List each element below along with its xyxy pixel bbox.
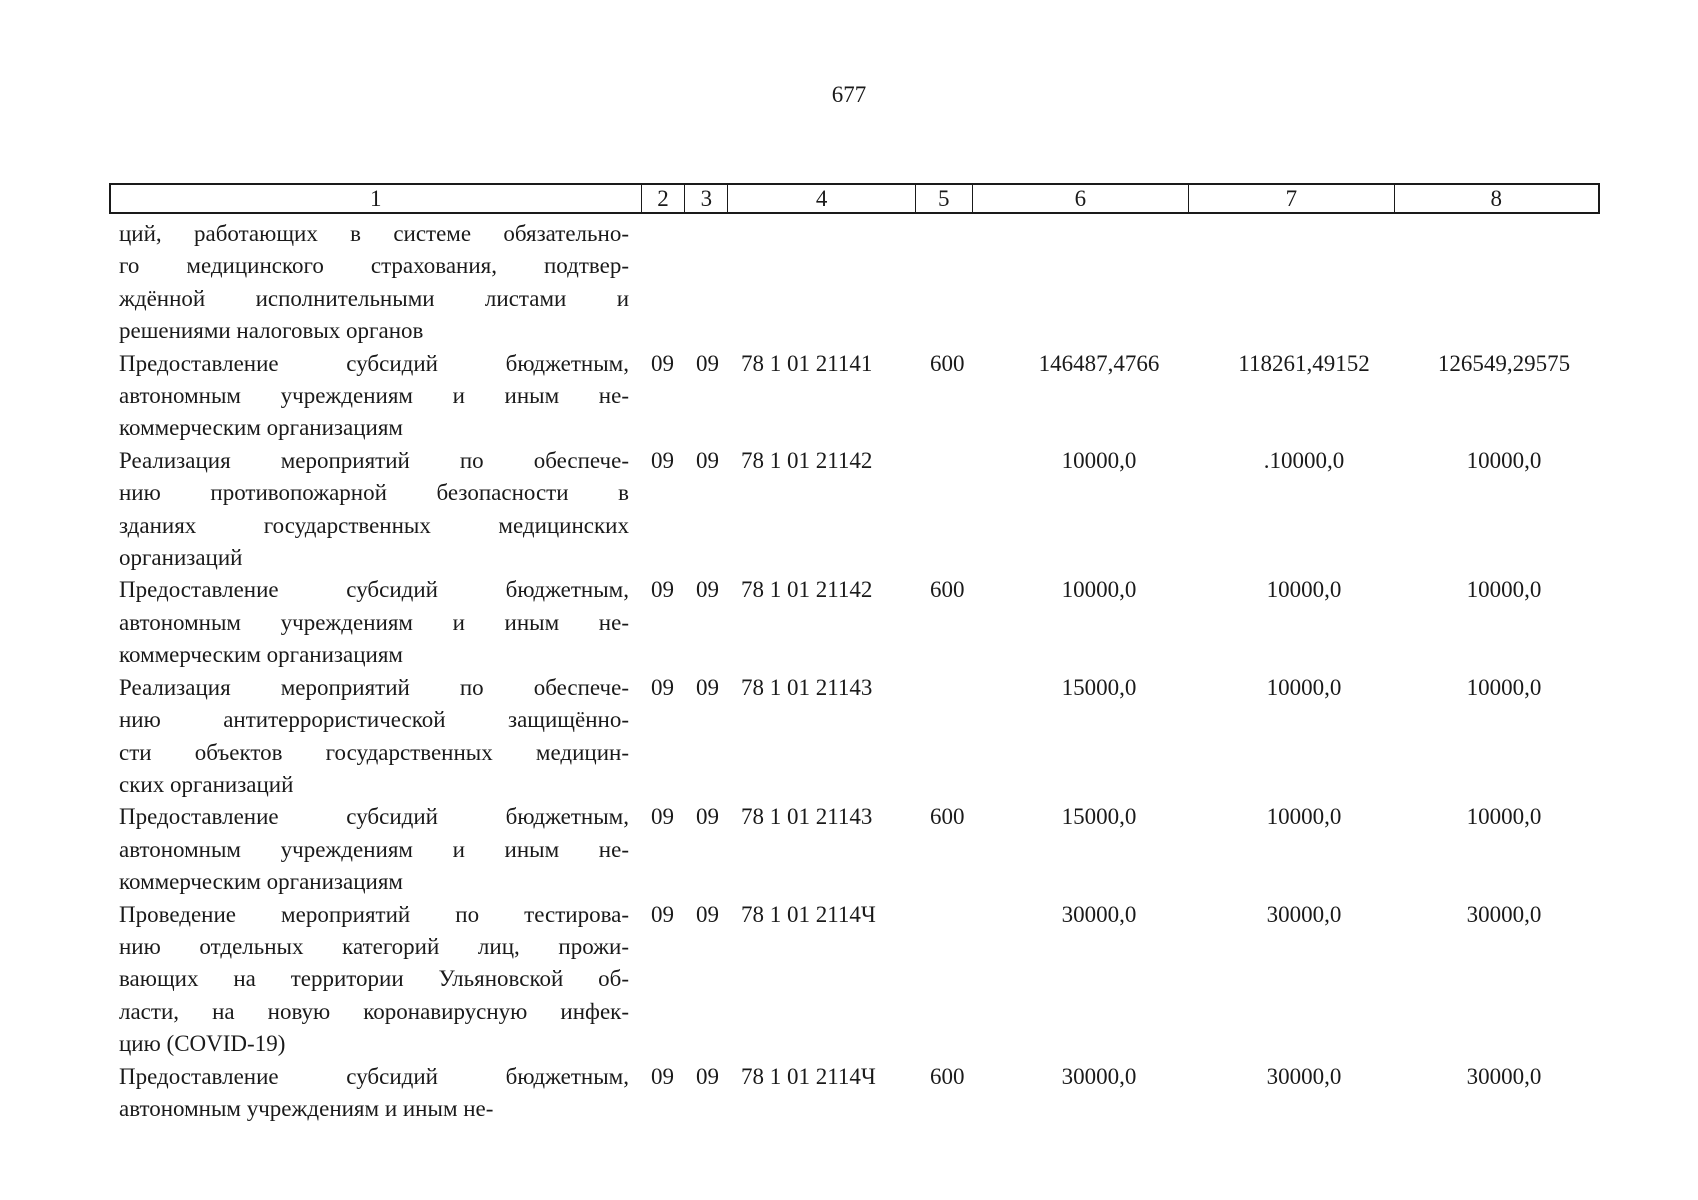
table-header bbox=[109, 183, 1600, 214]
cell-col-2: 09 bbox=[651, 674, 674, 700]
description-line: Предоставление субсидий бюджетным, bbox=[119, 350, 629, 376]
cell-col-3: 09 bbox=[696, 804, 719, 830]
description-line: ласти, на новую коронавирусную инфек- bbox=[119, 998, 629, 1024]
description-line: нию антитеррористической защищённо- bbox=[119, 707, 629, 733]
cell-col-8: 30000,0 bbox=[1466, 901, 1542, 927]
description-line: коммерческим организациям bbox=[119, 869, 403, 895]
row-description bbox=[109, 218, 629, 348]
cell-col-4: 78 1 01 21141 bbox=[741, 350, 873, 376]
cell-col-7: 10000,0 bbox=[1266, 577, 1342, 603]
cell-col-8: 10000,0 bbox=[1466, 447, 1542, 473]
page-number: 677 bbox=[831, 82, 867, 107]
cell-col-2: 09 bbox=[651, 1063, 674, 1089]
description-line: нию противопожарной безопасности в bbox=[119, 480, 629, 506]
cell-col-7: 30000,0 bbox=[1266, 1063, 1342, 1089]
description-line: Проведение мероприятий по тестирова- bbox=[119, 901, 629, 927]
cell-col-7: 118261,49152 bbox=[1238, 350, 1370, 376]
description-line: решениями налоговых органов bbox=[119, 318, 424, 344]
header-col-8: 8 bbox=[1490, 185, 1503, 211]
header-col-2: 2 bbox=[642, 185, 686, 212]
cell-col-2: 09 bbox=[651, 447, 674, 473]
description-line: автономным учреждениям и иным не- bbox=[119, 383, 629, 409]
cell-col-3: 09 bbox=[696, 577, 719, 603]
cell-col-5: 600 bbox=[930, 804, 965, 830]
cell-col-4: 78 1 01 21143 bbox=[741, 804, 873, 830]
description-line: коммерческим организациям bbox=[119, 415, 403, 441]
cell-col-4: 78 1 01 21143 bbox=[741, 674, 873, 700]
row-description bbox=[109, 348, 629, 445]
description-line: Предоставление субсидий бюджетным, bbox=[119, 577, 629, 603]
cell-col-6: 15000,0 bbox=[1061, 674, 1137, 700]
description-line: ций, работающих в системе обязательно- bbox=[119, 221, 629, 246]
cell-col-7: 30000,0 bbox=[1266, 901, 1342, 927]
description-line: организаций bbox=[119, 545, 243, 571]
description-line: го медицинского страхования, подтвер- bbox=[119, 253, 629, 279]
cell-col-3: 09 bbox=[696, 674, 719, 700]
description-line: Реализация мероприятий по обеспече- bbox=[119, 674, 629, 700]
header-col-7: 7 bbox=[1189, 185, 1394, 212]
cell-col-3: 09 bbox=[696, 350, 719, 376]
table-row bbox=[109, 574, 1600, 671]
description-line: сти объектов государственных медицин- bbox=[119, 739, 629, 765]
cell-col-6: 146487,4766 bbox=[1038, 350, 1160, 376]
cell-col-5: 600 bbox=[930, 350, 965, 376]
description-line: цию (COVID-19) bbox=[119, 1031, 286, 1057]
table-row bbox=[109, 899, 1600, 1061]
cell-col-6: 10000,0 bbox=[1061, 577, 1137, 603]
cell-col-8: 10000,0 bbox=[1466, 804, 1542, 830]
description-line: коммерческим организациям bbox=[119, 642, 403, 668]
row-description bbox=[109, 801, 629, 898]
cell-col-6: 15000,0 bbox=[1061, 804, 1137, 830]
description-line: зданиях государственных медицинских bbox=[119, 512, 629, 538]
row-description bbox=[109, 1061, 629, 1126]
row-description bbox=[109, 672, 629, 802]
table-row bbox=[109, 672, 1600, 802]
cell-col-3: 09 bbox=[696, 1063, 719, 1089]
table-row bbox=[109, 445, 1600, 575]
description-line: автономным учреждениям и иным не- bbox=[119, 836, 629, 862]
cell-col-8: 126549,29575 bbox=[1437, 350, 1571, 376]
description-line: автономным учреждениям и иным не- bbox=[119, 609, 629, 635]
cell-col-7: .10000,0 bbox=[1263, 447, 1345, 473]
cell-col-3: 09 bbox=[696, 447, 719, 473]
table-body bbox=[109, 218, 1600, 1125]
cell-col-3: 09 bbox=[696, 901, 719, 927]
table-row bbox=[109, 348, 1600, 445]
header-col-3: 3 bbox=[685, 185, 728, 212]
table-row bbox=[109, 1061, 1600, 1126]
row-description bbox=[109, 899, 629, 1061]
description-line: ждённой исполнительными листами и bbox=[119, 285, 629, 311]
cell-col-4: 78 1 01 2114Ч bbox=[741, 1063, 876, 1089]
cell-col-6: 10000,0 bbox=[1061, 447, 1137, 473]
description-line: ских организаций bbox=[119, 771, 294, 797]
cell-col-2: 09 bbox=[651, 350, 674, 376]
cell-col-6: 30000,0 bbox=[1061, 1063, 1137, 1089]
cell-col-8: 10000,0 bbox=[1466, 674, 1542, 700]
description-line: Предоставление субсидий бюджетным, bbox=[119, 1063, 629, 1089]
header-col-5: 5 bbox=[916, 185, 973, 212]
description-line: Реализация мероприятий по обеспече- bbox=[119, 447, 629, 473]
cell-col-2: 09 bbox=[651, 804, 674, 830]
cell-col-8: 30000,0 bbox=[1466, 1063, 1542, 1089]
cell-col-4: 78 1 01 21142 bbox=[741, 447, 873, 473]
table-row bbox=[109, 218, 1600, 348]
cell-col-8: 10000,0 bbox=[1466, 577, 1542, 603]
description-line: вающих на территории Ульяновской об- bbox=[119, 966, 629, 992]
cell-col-4: 78 1 01 21142 bbox=[741, 577, 873, 603]
cell-col-5: 600 bbox=[930, 577, 965, 603]
table-row bbox=[109, 801, 1600, 898]
cell-col-2: 09 bbox=[651, 901, 674, 927]
row-description bbox=[109, 445, 629, 575]
cell-col-7: 10000,0 bbox=[1266, 804, 1342, 830]
cell-col-5: 600 bbox=[930, 1063, 965, 1089]
header-col-4: 4 bbox=[728, 185, 916, 212]
header-col-6: 6 bbox=[973, 185, 1189, 212]
description-line: Предоставление субсидий бюджетным, bbox=[119, 804, 629, 830]
row-description bbox=[109, 574, 629, 671]
header-col-1: 1 bbox=[111, 185, 642, 212]
description-line: нию отдельных категорий лиц, прожи- bbox=[119, 933, 629, 959]
description-line: автономным учреждениям и иным не- bbox=[119, 1095, 494, 1121]
cell-col-2: 09 bbox=[651, 577, 674, 603]
cell-col-4: 78 1 01 2114Ч bbox=[741, 901, 876, 927]
cell-col-7: 10000,0 bbox=[1266, 674, 1342, 700]
cell-col-6: 30000,0 bbox=[1061, 901, 1137, 927]
